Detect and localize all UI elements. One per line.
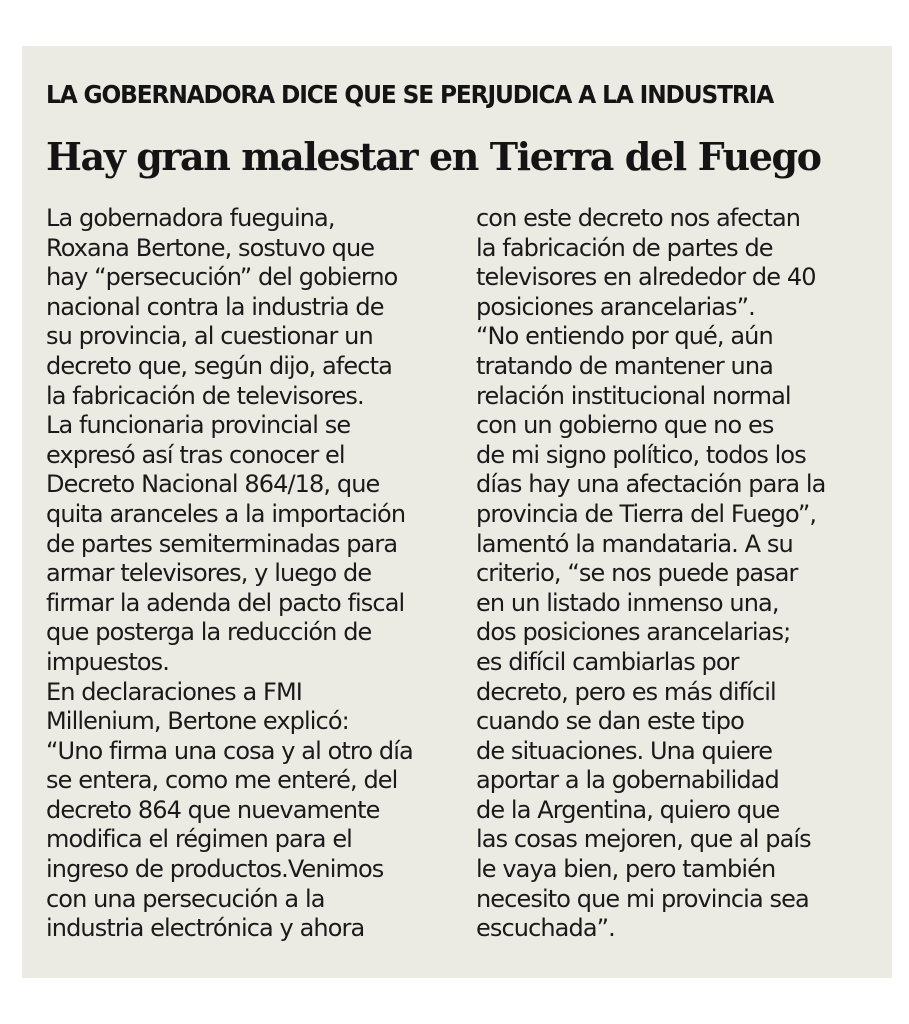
article-text-line: dos posiciones arancelarias;	[476, 618, 791, 647]
article-text-line: la fabricación de partes de	[476, 233, 773, 262]
article-text-line: La gobernadora fueguina,	[46, 204, 335, 232]
article-kicker: LA GOBERNADORA DICE QUE SE PERJUDICA A LA INDUSTRIA	[46, 80, 774, 109]
article-text-line: hay “persecución” del gobierno	[46, 263, 398, 292]
article-text-line: Millenium, Bertone explicó:	[46, 707, 349, 736]
article-text-line: nacional contra la industria de	[46, 292, 384, 321]
article-text-line: con un gobierno que no es	[476, 411, 774, 440]
article-column-left	[46, 204, 446, 944]
article-text-line: criterio, “se nos puede pasar	[476, 559, 798, 588]
article-text-line: modifica el régimen para el	[46, 825, 352, 854]
article-text-line: con este decreto nos afectan	[476, 204, 801, 232]
article-text-line: de la Argentina, quiero que	[476, 795, 780, 824]
article-text-line: firmar la adenda del pacto fiscal	[46, 588, 405, 617]
article-text-line: de partes semiterminadas para	[46, 529, 398, 558]
article-text-line: cuando se dan este tipo	[476, 707, 744, 736]
article-text-line: decreto 864 que nuevamente	[46, 795, 380, 824]
article-text-line: industria electrónica y ahora	[46, 914, 365, 943]
article-text-line: de mi signo político, todos los	[476, 440, 806, 469]
article-text-line: relación institucional normal	[476, 381, 791, 410]
article-text-line: impuestos.	[46, 647, 169, 676]
article-text-line: La funcionaria provincial se	[46, 411, 351, 440]
article-text-line: En declaraciones a FMI	[46, 677, 302, 706]
article-text-line: Roxana Bertone, sostuvo que	[46, 233, 375, 262]
article-text-line: expresó así tras conocer el	[46, 440, 345, 469]
article-text-line: la fabricación de televisores.	[46, 381, 364, 410]
article-text-line: su provincia, al cuestionar un	[46, 322, 373, 351]
article-text-line: armar televisores, y luego de	[46, 559, 372, 588]
article-text-line: tratando de mantener una	[476, 351, 773, 380]
article-text-line: Decreto Nacional 864/18, que	[46, 470, 380, 499]
article-text-line: “Uno firma una cosa y al otro día	[46, 736, 413, 765]
article-text-line: posiciones arancelarias”.	[476, 292, 755, 321]
article-text-line: días hay una afectación para la	[476, 470, 826, 499]
article-text-line: con una persecución a la	[46, 884, 325, 913]
article-text-line: se entera, como me enteré, del	[46, 766, 398, 795]
article-text-line: le vaya bien, pero también	[476, 855, 776, 884]
article-text-line: de situaciones. Una quiere	[476, 736, 773, 765]
article-text-line: en un listado inmenso una,	[476, 588, 779, 617]
article-text-line: “No entiendo por qué, aún	[476, 322, 773, 351]
article-text-line: que posterga la reducción de	[46, 618, 372, 647]
article-text-line: aportar a la gobernabilidad	[476, 766, 779, 795]
article-headline: Hay gran malestar en Tierra del Fuego	[46, 134, 821, 179]
article-column-right	[476, 204, 876, 944]
article-text-line: ingreso de productos.Venimos	[46, 855, 384, 884]
article-text-line: provincia de Tierra del Fuego”,	[476, 499, 817, 528]
news-clipping	[22, 46, 892, 978]
article-text-line: decreto, pero es más difícil	[476, 677, 776, 706]
article-text-line: decreto que, según dijo, afecta	[46, 351, 392, 380]
article-text-line: televisores en alrededor de 40	[476, 263, 816, 292]
article-text-line: es difícil cambiarlas por	[476, 647, 739, 676]
article-text-line: las cosas mejoren, que al país	[476, 825, 811, 854]
article-text-line: necesito que mi provincia sea	[476, 884, 809, 913]
article-text-line: lamentó la mandataria. A su	[476, 529, 793, 558]
article-text-line: escuchada”.	[476, 914, 615, 943]
article-text-line: quita aranceles a la importación	[46, 499, 406, 528]
